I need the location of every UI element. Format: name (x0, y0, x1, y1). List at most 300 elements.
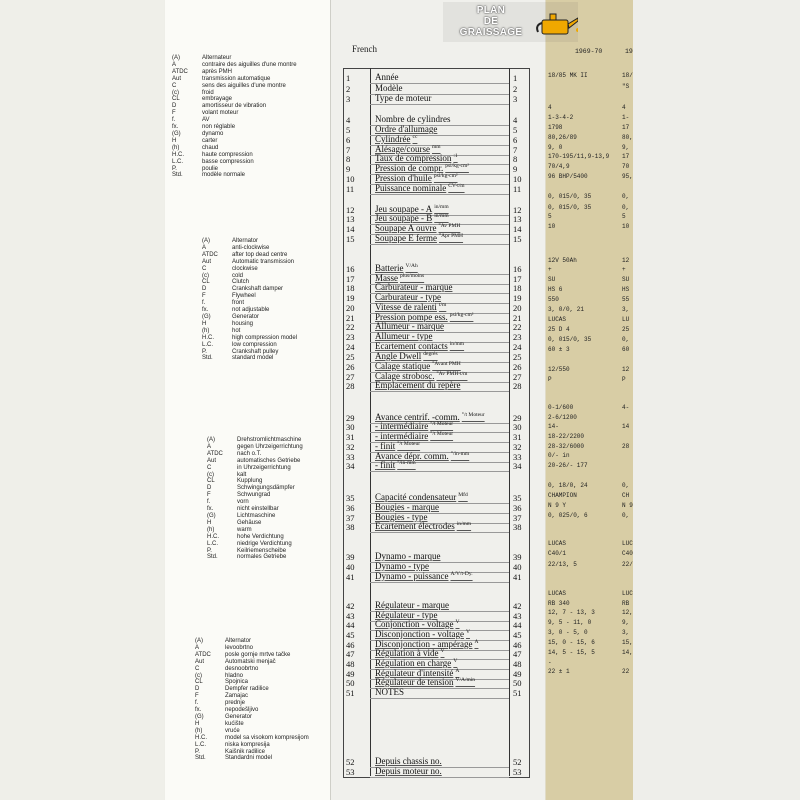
legend-abbrev: H (202, 320, 207, 327)
row-label: Angle Dwell $^{degrés}$ (375, 351, 438, 361)
legend-meaning: Clutch (232, 279, 250, 286)
legend-abbrev: CL (202, 279, 210, 286)
legend-row (202, 307, 297, 314)
legend-abbrev: (A) (195, 638, 203, 644)
row-number-right: 46 (513, 640, 522, 650)
legend-meaning: basse compression (202, 158, 254, 165)
row-number-right: 22 (513, 322, 522, 332)
row-label: Pression de compr. $^{psi/kg-cm^2}$ (375, 163, 469, 173)
row-label: Jeu soupape - B $^{in/mm}$ (375, 213, 449, 223)
row-label: Bougies - type (375, 512, 428, 522)
row-number-right: 9 (513, 164, 518, 174)
row-unit: °/in-mm (397, 460, 416, 466)
row-number: 1 (346, 73, 351, 83)
row-number: 34 (346, 461, 355, 471)
legend-meaning: low compression (232, 341, 277, 348)
data-cell: 22/ (622, 561, 633, 568)
row-unit: Mfd (458, 492, 468, 498)
legend-abbrev: C (195, 665, 200, 672)
legend-abbrev: H.C. (202, 334, 214, 341)
row-unit: V (465, 629, 470, 635)
legend-row (172, 76, 297, 83)
legend-row (172, 69, 297, 76)
data-cell: 12V 50Ah (548, 257, 577, 264)
data-cell: SU (622, 276, 630, 283)
data-cell: 0, 18/0, 24 (548, 482, 588, 489)
legend-abbrev: A (172, 61, 177, 68)
legend-meaning: Schwungrad (237, 492, 271, 499)
row-unit: in/mm (456, 521, 472, 527)
legend-meaning: cold (232, 272, 244, 279)
row-number: 18 (346, 283, 355, 293)
data-cell: LU (622, 316, 630, 323)
legend-row (195, 735, 309, 742)
legend-row (207, 458, 303, 465)
data-cell: 22 (622, 668, 630, 675)
data-cell: 70 (622, 163, 630, 170)
row-number-right: 32 (513, 442, 522, 452)
data-cell: 15, (622, 639, 633, 646)
row-unit: in/mm (449, 341, 465, 347)
legend-abbrev: L.C. (195, 741, 207, 748)
row-number-right: 48 (513, 659, 522, 669)
legend-row (207, 541, 303, 548)
row-label: Depuis chassis no. (375, 756, 442, 766)
legend-abbrev: H.C. (207, 533, 219, 540)
legend-row (195, 659, 309, 666)
row-number-right: 51 (513, 688, 522, 698)
data-cell: 0, 015/0, 35 (548, 193, 592, 200)
legend-meaning: vruće (225, 727, 240, 734)
row-unit: V (440, 648, 445, 654)
data-cell: 17 (622, 153, 630, 160)
legend-abbrev: f. (172, 117, 176, 124)
legend-row (207, 554, 303, 561)
row-number: 22 (346, 322, 355, 332)
legend-meaning: Drehstromlichtmaschine (237, 437, 302, 443)
data-cell: 25 D 4 (548, 326, 570, 333)
legend-row (202, 314, 297, 321)
row-label: Depuis moteur no. (375, 766, 442, 776)
column-header-2: 19 (625, 48, 633, 55)
data-cell: N 9 Y (548, 502, 567, 509)
legend-abbrev: Aut (207, 457, 217, 464)
row-number-right: 47 (513, 649, 522, 659)
row-number: 17 (346, 274, 355, 284)
legend-abbrev: L.C. (207, 540, 219, 547)
data-cell: 1798 (548, 124, 563, 131)
legend-abbrev: A (202, 244, 207, 251)
row-label: Régulation à vide $^V$ (375, 648, 445, 658)
row-number: 44 (346, 620, 355, 630)
legend-meaning: Lichtmaschine (237, 512, 276, 519)
row-label: Batterie $^{V/Ah}$ (375, 263, 418, 273)
legend-abbrev: fx. (195, 707, 202, 714)
legend-abbrev: CL (207, 478, 215, 485)
row-unit: psi/kg-cm² (433, 173, 458, 179)
legend-row (202, 300, 297, 307)
row-label: - finit $^{^\circ/t Moteur}$ (375, 441, 421, 451)
legend-meaning: Generator (232, 313, 260, 320)
legend-row (172, 117, 297, 124)
data-cell: C40 (622, 550, 633, 557)
data-cell: 18/ (622, 72, 633, 79)
row-label: Modèle (375, 83, 403, 93)
legend-abbrev: (G) (172, 130, 181, 137)
legend-meaning: in Uhrzeigerrichtung (237, 464, 291, 471)
legend-row (195, 700, 309, 707)
row-label: Avance dépr. comm. $^{^\circ/in-mm}$ (375, 451, 470, 461)
legend-meaning: levoobrtno (225, 644, 254, 651)
data-cell: 0, (622, 336, 630, 343)
row-label: Puissance nominale $^{CV-t/m}$ (375, 183, 465, 193)
legend-meaning: contraire des aiguilles d'une montre (202, 61, 297, 68)
row-label: Jeu soupape - A $^{in/mm}$ (375, 204, 449, 214)
row-label: Régulation en charge $^V$ (375, 658, 458, 668)
legend-meaning: sens des aiguilles d'une montre (202, 82, 286, 89)
data-cell: 3, 0/0, 21 (548, 306, 585, 313)
row-number-right: 26 (513, 362, 522, 372)
legend-block (202, 238, 297, 362)
data-cell: 0, 025/0, 6 (548, 512, 588, 519)
row-number-right: 5 (513, 125, 518, 135)
legend-row (195, 673, 309, 680)
data-cell: 60 (622, 346, 630, 353)
legend-meaning: nicht einstellbar (237, 506, 279, 513)
legend-row (172, 90, 297, 97)
legend-row (195, 679, 309, 686)
plan-de-graissage-logo (443, 2, 578, 42)
row-number: 25 (346, 352, 355, 362)
data-cell: HS (622, 286, 630, 293)
legend-abbrev: Aut (202, 258, 212, 265)
data-cell: + (622, 266, 626, 273)
legend-row (207, 437, 303, 444)
row-label: Masse $^{plus/moins}$ (375, 273, 425, 283)
row-number: 43 (346, 611, 355, 621)
legend-abbrev: (G) (195, 713, 204, 720)
data-cell: 170-195/11,9-13,9 (548, 153, 610, 160)
row-number: 4 (346, 115, 351, 125)
legend-row (207, 478, 303, 485)
row-number-right: 15 (513, 234, 522, 244)
legend-abbrev: P. (172, 165, 177, 172)
row-label: Pression d'huile $^{psi/kg-cm^2}$ (375, 173, 458, 183)
data-cell: 4- (622, 404, 630, 411)
legend-abbrev: (G) (207, 512, 216, 519)
legend-row (172, 110, 297, 117)
legend-abbrev: (c) (207, 471, 214, 478)
legend-meaning: housing (232, 320, 254, 327)
row-number-right: 23 (513, 332, 522, 342)
legend-meaning: amortisseur de vibration (202, 103, 267, 110)
legend-abbrev: fx. (202, 307, 209, 314)
legend-row (202, 266, 297, 273)
data-cell: 1-3-4-2 (548, 114, 574, 121)
data-cell: 96 BHP/5400 (548, 173, 588, 180)
row-number-right: 49 (513, 669, 522, 679)
legend-meaning: kućište (225, 720, 244, 727)
row-unit: V (455, 619, 460, 625)
legend-row (195, 645, 309, 652)
legend-meaning: Standardni model (225, 755, 273, 762)
section-title: French (352, 44, 377, 54)
data-cell: C40/1 (548, 550, 567, 557)
legend-abbrev: (A) (207, 437, 215, 443)
row-label: Soupape A ouvre $^{^\circ Av PMH}$ (375, 223, 461, 233)
data-cell: 9, (622, 619, 630, 626)
data-cell: 60 ± 3 (548, 346, 570, 353)
legend-row (195, 714, 309, 721)
data-cell: 9, 0 (548, 144, 563, 151)
row-number: 27 (346, 372, 355, 382)
row-number: 30 (346, 422, 355, 432)
row-number-right: 37 (513, 513, 522, 523)
legend-row (195, 707, 309, 714)
legend-meaning: transmission automatique (202, 75, 271, 82)
legend-abbrev: F (195, 693, 199, 700)
data-cell: LUCAS (548, 590, 567, 597)
row-number: 10 (346, 174, 355, 184)
row-number: 49 (346, 669, 355, 679)
legend-abbrev: (h) (207, 526, 215, 533)
legend-abbrev: fx. (207, 506, 214, 513)
legend-meaning: embrayage (202, 96, 233, 103)
data-cell: 18/85 MK II (548, 72, 588, 79)
legend-meaning: Spojnica (225, 679, 249, 686)
data-cell: 10 (622, 223, 630, 230)
row-number: 6 (346, 135, 351, 145)
data-cell: "S (622, 83, 630, 90)
row-number-right: 8 (513, 154, 518, 164)
legend-abbrev: H.C. (172, 151, 184, 158)
data-cell: 17 (622, 124, 630, 131)
logo-line3: GRAISSAGE (459, 27, 523, 38)
row-label: Soupape E ferme $^{^\circ Apr PMH}$ (375, 233, 464, 243)
data-cell: 0-1/600 (548, 404, 574, 411)
legend-meaning: posle gornje mrtve tačke (225, 651, 291, 658)
row-number-right: 43 (513, 611, 522, 621)
legend-row (202, 293, 297, 300)
row-number-right: 6 (513, 135, 518, 145)
legend-abbrev: (c) (202, 272, 209, 279)
legend-abbrev: C (172, 82, 177, 89)
data-cell: 0, (622, 193, 630, 200)
legend-row (172, 172, 297, 179)
data-cell: 9, 5 - 11, 0 (548, 619, 592, 626)
legend-meaning: Schwingungsdämpfer (237, 485, 295, 492)
legend-meaning: high compression model (232, 334, 298, 341)
backdrop (0, 0, 165, 800)
legend-row (172, 96, 297, 103)
row-label: NOTES (375, 687, 404, 697)
row-number: 29 (346, 413, 355, 423)
row-label: Dynamo - marque (375, 551, 441, 561)
row-label: Dynamo - puissance $^{A/V/t-Dy.}$ (375, 571, 473, 581)
legend-meaning: Zamajac (225, 693, 249, 700)
data-cell: 28-32/6000 (548, 443, 585, 450)
legend-row (195, 693, 309, 700)
data-cell: 4 (622, 104, 626, 111)
legend-abbrev: CL (172, 96, 180, 103)
legend-row (207, 485, 303, 492)
row-number: 40 (346, 562, 355, 572)
legend-abbrev: P. (207, 547, 212, 554)
row-label: Capacité condensateur $^{Mfd}$ (375, 492, 468, 502)
row-unit: degrés (423, 351, 438, 357)
legend-block (195, 638, 309, 762)
legend-row (202, 321, 297, 328)
row-number: 20 (346, 303, 355, 313)
row-unit: CV-t/m (448, 183, 465, 189)
legend-row (202, 286, 297, 293)
row-number: 39 (346, 552, 355, 562)
legend-row (202, 355, 297, 362)
row-unit: in/mm (434, 204, 449, 210)
legend-meaning: Keilriemenscheibe (237, 547, 287, 554)
row-number-right: 50 (513, 678, 522, 688)
data-cell: LUCAS (548, 316, 567, 323)
row-number-right: 3 (513, 94, 518, 104)
data-cell: 0, (622, 512, 630, 519)
row-number: 53 (346, 767, 355, 777)
row-number: 19 (346, 293, 355, 303)
legend-meaning: anti-clockwise (232, 244, 270, 251)
row-label: - finit $^{^\circ/in-mm}$ (375, 460, 416, 470)
legend-abbrev: D (172, 103, 177, 110)
legend-meaning: Crankshaft pulley (232, 348, 279, 355)
row-number-right: 34 (513, 461, 522, 471)
row-number-right: 17 (513, 274, 522, 284)
legend-row (202, 273, 297, 280)
row-unit: psi/kg-cm² (445, 163, 469, 169)
row-divider (370, 194, 509, 195)
row-number: 12 (346, 205, 355, 215)
legend-abbrev: Std. (207, 554, 218, 561)
legend-row (207, 451, 303, 458)
data-cell: 0, (622, 204, 630, 211)
row-label: Type de moteur (375, 93, 432, 103)
row-unit: °/t Moteur (430, 421, 454, 427)
row-number: 13 (346, 214, 355, 224)
row-divider (370, 391, 509, 392)
legend-block (172, 55, 297, 179)
data-cell: 12, (622, 609, 633, 616)
row-unit: A (455, 668, 460, 674)
row-number: 5 (346, 125, 351, 135)
legend-meaning: Crankshaft damper (232, 286, 284, 293)
legend-meaning: modèle normale (202, 172, 246, 179)
logo-line2: DE (483, 16, 499, 27)
row-unit: in/mm (434, 213, 449, 219)
data-cell: LUCAS (548, 540, 567, 547)
data-cell: 18-22/2200 (548, 433, 585, 440)
row-number: 37 (346, 513, 355, 523)
row-label: Conjonction - voltage $^V$ (375, 619, 460, 629)
legend-row (195, 638, 309, 645)
legend-abbrev: Aut (172, 75, 182, 82)
row-number: 8 (346, 154, 351, 164)
row-number-right: 52 (513, 757, 522, 767)
legend-row (195, 666, 309, 673)
row-number-right: 11 (513, 184, 522, 194)
data-cell: 9, (622, 144, 630, 151)
row-number: 26 (346, 362, 355, 372)
row-unit: °Av PMH-t/m (436, 371, 468, 377)
legend-abbrev: (c) (195, 672, 202, 679)
legend-meaning: hot (232, 327, 241, 334)
row-unit: plus/moins (400, 273, 425, 279)
row-number-right: 29 (513, 413, 522, 423)
legend-row (207, 527, 303, 534)
row-number: 47 (346, 649, 355, 659)
legend-abbrev: C (207, 464, 212, 471)
legend-meaning: Automatic transmission (232, 258, 295, 265)
data-cell: 12, 7 - 13, 3 (548, 609, 595, 616)
row-number-right: 45 (513, 630, 522, 640)
row-unit: °/t Moteur (430, 431, 454, 437)
legend-row (202, 252, 297, 259)
legend-meaning: hladno (225, 672, 244, 679)
row-number-right: 20 (513, 303, 522, 313)
row-label: Avance centrif. -comm. $^{^\circ/t Moteur}$ (375, 412, 485, 422)
legend-abbrev: L.C. (172, 158, 184, 165)
legend-abbrev: (h) (195, 727, 203, 734)
data-cell: 80,26/89 (548, 134, 577, 141)
data-cell: N 9 (622, 502, 633, 509)
row-number-right: 18 (513, 283, 522, 293)
row-unit: A/V/t-Dy. (450, 571, 473, 577)
data-cell: 14, (622, 649, 633, 656)
row-number-right: 31 (513, 432, 522, 442)
row-unit: t/m (438, 302, 447, 308)
row-label: Ecartement contacts $^{in/mm}$ (375, 341, 465, 351)
logo-line1: PLAN (476, 5, 506, 16)
data-cell: 3, (622, 629, 630, 636)
data-cell: 70/4,9 (548, 163, 570, 170)
legend-abbrev: P. (202, 348, 207, 355)
row-divider (370, 104, 509, 105)
legend-meaning: volant moteur (202, 110, 239, 117)
row-label: Taux de compression $^{:1}$ (375, 153, 458, 163)
legend-meaning: Alternateur (202, 55, 232, 61)
legend-abbrev: F (172, 110, 176, 117)
legend-abbrev: P. (195, 748, 200, 755)
legend-meaning: clockwise (232, 265, 258, 272)
row-number: 9 (346, 164, 351, 174)
row-label: Disconjonction - voltage $^V$ (375, 629, 470, 639)
row-number-right: 36 (513, 503, 522, 513)
row-number-right: 33 (513, 452, 522, 462)
legend-row (195, 686, 309, 693)
data-cell: 22/13, 5 (548, 561, 577, 568)
data-cell: 0, (622, 482, 630, 489)
legend-abbrev: F (207, 492, 211, 499)
legend-row (202, 335, 297, 342)
row-unit: °Avant PMH (432, 361, 461, 367)
legend-abbrev: (h) (172, 144, 180, 151)
row-divider (370, 471, 509, 472)
row-number: 31 (346, 432, 355, 442)
legend-abbrev: f. (195, 700, 199, 707)
row-number: 35 (346, 493, 355, 503)
data-cell: P (548, 376, 552, 383)
legend-row (207, 472, 303, 479)
legend-meaning: Generator (225, 713, 253, 720)
legend-meaning: haute compression (202, 151, 253, 158)
legend-row (207, 492, 303, 499)
row-label: Régulateur - marque (375, 600, 449, 610)
